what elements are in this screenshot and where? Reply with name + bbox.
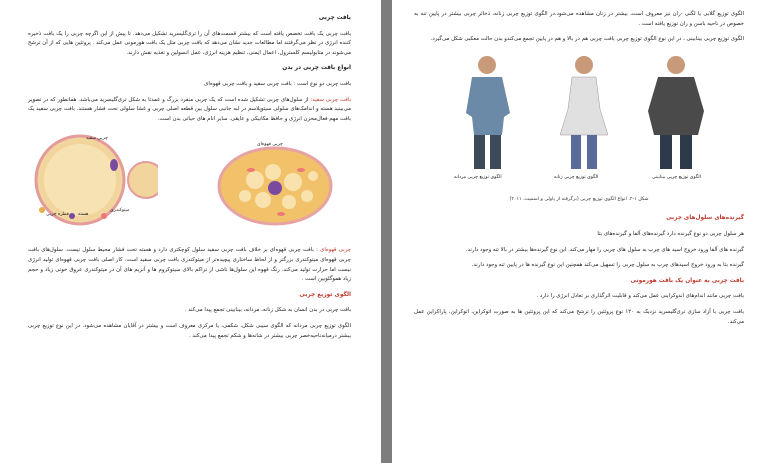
paragraph: بافت چربی سفید: از سلول‌های چربی تشکیل شده است که یک چربی منفرد بزرگ و عمدتا به شکل تری‌گلیسرید می‌باشد. همانطور که در تصویر می‌بینید هسته و اندامک‌های سلولی سیتوپلاسم در لبه جانبی سلول بین قطعه اصلی چربی و غشا سلولی تحت فشار هستند. بافت چربی سفید یک بافت مهم فعال‌مخزن انرژی و حافظ مکانیکی و عایقی. سایر انام های حیاتی بدن است. [28,96,351,122]
section-title: بافت چربی [318,15,351,21]
highlight-term: بافت چربی سفید: [310,96,351,103]
paragraph: بافت چربی مانند اندام‌های اندوکراینی عمل می‌کند و قابلیت اثرگذاری بر تعادل انرژی را دارد . [536,293,744,300]
paragraph: الگوی توزیع گلابی یا لگنی -ران نیز معروف است، بیشتر در زنان مشاهده می‌شود.در الگوی توزیع چربی زنانه، ذخائر چربی بیشتر در پایین تنه به خصوص در ناحیه باسن و ران توزیع یافته است . [414,11,744,27]
paragraph: الگوی توزیع چربی بینابینی ، در این نوع الگوی توزیع چربی بافت چربی هم در بالا و هم در پایین تجمع می‌کندو بدن حالت معکبی شکل می‌گیرد. [430,36,744,43]
figure-label: الگوی توزیع چربی زنانه [554,174,599,180]
white-fat-image [28,130,158,230]
body-shapes-figure [414,51,744,191]
male-body-illustration [466,56,510,169]
intermediate-body-illustration [648,56,704,169]
legend-label: هسته [78,212,89,218]
left-page [0,0,381,463]
paragraph: چربی قهوه‌ای : بافت چربی قهوه‌ای بر خلاف بافت چربی سفید سلول کوچکتری دارد و هسته تحت فشار محیط سلول نیست. سلول‌های بافت چربی قهوه‌ای میتوکندری بزرگتر و از لحاظ ساختاری پیچیده‌تر از میتوکندری بافت چربی سفید است. کار اصلی بافت چربی قهوه‌ای تولید انرژی نیست اما حرارت تولید می‌کند. رنگ قهوه این سلول‌ها ناشی از تراکم بالای سیتوکروم ها و آنزیم های آن در میتوکندری عروق خونی زیاد و حجم زیاد هموگلوبین است . [28,247,352,283]
figure-caption: شکل ۱-۲. انواع الگوی توزیع چربی (برگرفته از پاولی و اسمیت، ۲۰۱۱) [509,196,649,202]
paragraph: بافت چربی یک بافت تخصص یافته است که بیشتر قسمت‌های آن را تری‌گلیسرید تشکیل می‌دهد. تا پیش از این اگرچه چربی را یک بافت ذخیره کننده انرژی در نظر می‌گرفتند اما مطالعات جدید نشان می‌دهد که بافت چربی مثل یک بافت هورمونی عمل می‌کند . پروتئین هایی که از آن ترشح می‌شوند در متابولیسم کلسترول، اعمال ایمنی، تنظیم هزینه انرژی، عمل انسولین و تغذیه نقش دارند. [28,30,351,56]
section-heading: گیرنده‌های سلول‌های چربی [666,215,744,222]
paragraph: الگوی توزیع چربی مردانه که الگوی سیبی شکل، شکمی، یا مرکزی معروف است و بیشتر در آقایان مشاهده می‌شود. در این نوع توزیع چربی بیشتر درمیانه‌ناحیه‌خصر چربی بیشتر در شانه‌ها و شکم تجمع پیدا می‌کند . [28,322,351,339]
paragraph: بافت چربی با آزاد سازی تری‌گلیسرید نزدیک به ۱۲۰ نوع پروتئین را ترشح می‌کند که این پروتئین ها به صورت اتوکراین، اتوکراین، پاراکراین عمل می‌کند. [414,308,744,325]
figure-label: چربی قهوه‌ای [257,142,283,148]
paragraph: گیرنده های آلفا ورود خروج اسید های چرب به سلول های چربی را مهار می‌کند. این نوع گیرنده‌ها بیشتر در بالا تنه وجود دارند. [465,246,744,253]
legend-label: قطره چربی [46,212,69,218]
page-gutter [381,0,392,463]
fat-cells-figure [28,130,351,238]
section-heading: انواع بافت چربی در بدن [282,65,351,72]
figure-label: الگوی توزیع چربی بینابینی [652,174,701,180]
highlight-term: چربی قهوه‌ای [320,247,352,254]
legend-label: میتوکندری [110,208,130,214]
paragraph: هر سلول چربی دو نوع گیرنده دارد گیرنده‌های آلفا و گیرنده‌های بتا [597,230,744,237]
figure-label: الگوی توزیع چربی مردانه [454,174,502,180]
figure-label: چربی سفید [86,136,108,142]
paragraph: بافت چربی در بدن انسان به شکل زنانه، مردانه، بینابینی تجمع پیدا می‌کند . [184,307,351,314]
section-heading: الگوی توزیع چربی [299,291,351,298]
brown-fat-image [203,130,343,230]
section-heading: بافت چربی به عنوان یک بافت هورمونی [630,277,744,284]
paragraph: بافت چربی دو نوع است : بافت چربی سفید و بافت چربی قهوه‌ای [204,80,351,87]
right-page [392,0,768,463]
paragraph: گیرنده بتا به ورود خروج اسیدهای چرب به سلول چربی را تسهیل می‌کند همچنین این نوع گیرنده ها در پایین تنه وجود دارند. [471,262,744,269]
female-body-illustration [560,56,608,169]
